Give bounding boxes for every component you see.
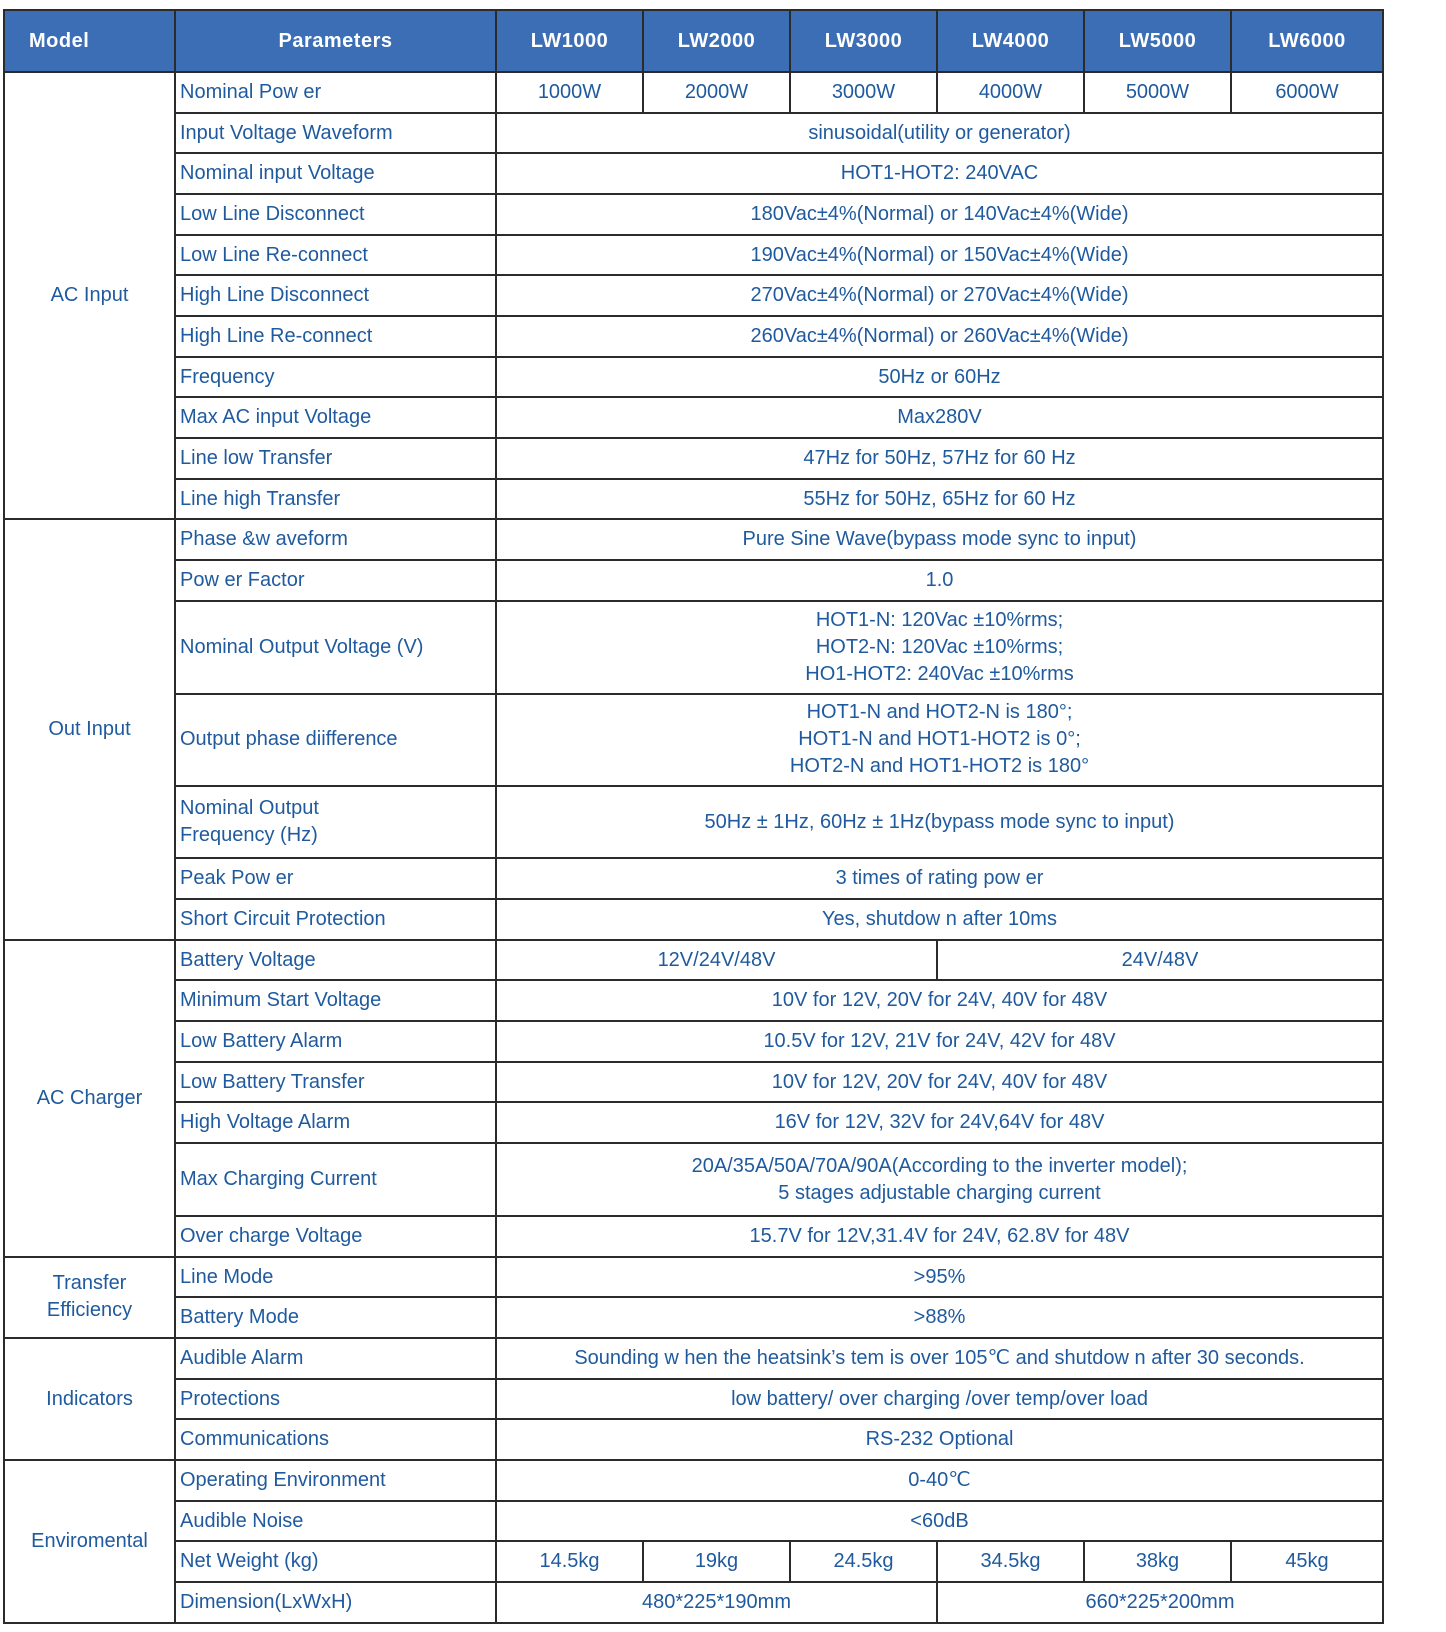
value-cell: 45kg: [1231, 1541, 1383, 1582]
header-model-lw2000: LW2000: [643, 10, 790, 72]
table-row: [4, 1297, 1383, 1338]
param-label: Nominal input Voltage: [175, 153, 496, 194]
value-cell: 38kg: [1084, 1541, 1231, 1582]
value-cell: 2000W: [643, 72, 790, 113]
param-label: Phase &w aveform: [175, 519, 496, 560]
table-row: [4, 153, 1383, 194]
group-line: Transfer: [52, 1272, 127, 1295]
table-row: [4, 899, 1383, 940]
param-label: Line Mode: [175, 1257, 496, 1298]
value-cell: 10V for 12V, 20V for 24V, 40V for 48V: [496, 980, 1383, 1021]
label-line: Frequency (Hz): [180, 824, 318, 847]
value-cell: 660*225*200mm: [937, 1582, 1383, 1623]
value-line: HOT1-N: 120Vac ±10%rms;: [815, 608, 1064, 631]
param-label: Battery Voltage: [175, 940, 496, 981]
group-environmental: Enviromental: [4, 1460, 175, 1623]
value-cell: 1000W: [496, 72, 643, 113]
table-row: [4, 72, 1383, 113]
value-cell: 190Vac±4%(Normal) or 150Vac±4%(Wide): [496, 235, 1383, 276]
table-row: [4, 479, 1383, 520]
param-label: [175, 786, 496, 858]
group-ac-charger: AC Charger: [4, 940, 175, 1257]
group-indicators: Indicators: [4, 1338, 175, 1460]
value-line: 20A/35A/50A/70A/90A(According to the inverter model);: [691, 1154, 1188, 1177]
value-cell: 15.7V for 12V,31.4V for 24V, 62.8V for 48V: [496, 1216, 1383, 1257]
param-label: Dimension(LxWxH): [175, 1582, 496, 1623]
param-label: Input Voltage Waveform: [175, 113, 496, 154]
group-out-input: Out Input: [4, 519, 175, 939]
value-cell: 3 times of rating pow er: [496, 858, 1383, 899]
value-cell: 34.5kg: [937, 1541, 1084, 1582]
header-model-lw3000: LW3000: [790, 10, 937, 72]
value-line: HOT2-N and HOT1-HOT2 is 180°: [789, 755, 1090, 778]
value-cell: 24.5kg: [790, 1541, 937, 1582]
table-row: [4, 1501, 1383, 1542]
param-label: Short Circuit Protection: [175, 899, 496, 940]
param-label: Communications: [175, 1419, 496, 1460]
value-cell: HOT1-HOT2: 240VAC: [496, 153, 1383, 194]
param-label: Nominal Output Voltage (V): [175, 601, 496, 694]
table-row: [4, 1102, 1383, 1143]
param-label: Net Weight (kg): [175, 1541, 496, 1582]
header-parameters: Parameters: [175, 10, 496, 72]
group-ac-input: AC Input: [4, 72, 175, 519]
table-row: [4, 1419, 1383, 1460]
table-row: [4, 1541, 1383, 1582]
table-row: [4, 858, 1383, 899]
param-label: Line high Transfer: [175, 479, 496, 520]
param-label: Audible Alarm: [175, 1338, 496, 1379]
value-cell: Max280V: [496, 397, 1383, 438]
table-row: [4, 357, 1383, 398]
param-label: Max Charging Current: [175, 1143, 496, 1216]
header-model-lw4000: LW4000: [937, 10, 1084, 72]
value-cell: [496, 694, 1383, 787]
table-row: [4, 1021, 1383, 1062]
param-label: Battery Mode: [175, 1297, 496, 1338]
table-row: [4, 1216, 1383, 1257]
value-cell: 24V/48V: [937, 940, 1383, 981]
value-line: HOT1-N and HOT1-HOT2 is 0°;: [798, 728, 1081, 751]
value-cell: Sounding w hen the heatsink’s tem is over 105℃ and shutdow n after 30 seconds.: [496, 1338, 1383, 1379]
value-cell: sinusoidal(utility or generator): [496, 113, 1383, 154]
value-cell: 10.5V for 12V, 21V for 24V, 42V for 48V: [496, 1021, 1383, 1062]
table-row: [4, 519, 1383, 560]
param-label: Audible Noise: [175, 1501, 496, 1542]
group-line: Efficiency: [46, 1299, 133, 1322]
param-label: Nominal Pow er: [175, 72, 496, 113]
value-cell: low battery/ over charging /over temp/over load: [496, 1379, 1383, 1420]
value-cell: [496, 1143, 1383, 1216]
param-label: Low Battery Alarm: [175, 1021, 496, 1062]
table-row: [4, 1460, 1383, 1501]
value-line: HO1-HOT2: 240Vac ±10%rms: [805, 662, 1074, 685]
header-model: Model: [4, 10, 175, 72]
table-row: [4, 397, 1383, 438]
table-row: [4, 1338, 1383, 1379]
value-cell: 260Vac±4%(Normal) or 260Vac±4%(Wide): [496, 316, 1383, 357]
param-label: Pow er Factor: [175, 560, 496, 601]
value-cell: 19kg: [643, 1541, 790, 1582]
value-cell: >88%: [496, 1297, 1383, 1338]
spec-table: [3, 9, 1384, 1624]
value-cell: 5000W: [1084, 72, 1231, 113]
param-label: Low Battery Transfer: [175, 1062, 496, 1103]
value-cell: 14.5kg: [496, 1541, 643, 1582]
value-line: HOT1-N and HOT2-N is 180°;: [806, 701, 1073, 724]
header-model-lw5000: LW5000: [1084, 10, 1231, 72]
value-cell: 10V for 12V, 20V for 24V, 40V for 48V: [496, 1062, 1383, 1103]
value-cell: 1.0: [496, 560, 1383, 601]
table-row: [4, 1062, 1383, 1103]
header-model-lw1000: LW1000: [496, 10, 643, 72]
table-row: [4, 786, 1383, 858]
table-row: [4, 1379, 1383, 1420]
value-cell: 0-40℃: [496, 1460, 1383, 1501]
table-row: [4, 601, 1383, 694]
table-row: [4, 113, 1383, 154]
param-label: High Line Re-connect: [175, 316, 496, 357]
table-row: [4, 1582, 1383, 1623]
param-label: Output phase diifference: [175, 694, 496, 787]
value-cell: 47Hz for 50Hz, 57Hz for 60 Hz: [496, 438, 1383, 479]
table-row: [4, 980, 1383, 1021]
value-cell: 55Hz for 50Hz, 65Hz for 60 Hz: [496, 479, 1383, 520]
table-row: [4, 940, 1383, 981]
value-cell: 50Hz or 60Hz: [496, 357, 1383, 398]
param-label: High Voltage Alarm: [175, 1102, 496, 1143]
param-label: Minimum Start Voltage: [175, 980, 496, 1021]
param-label: Line low Transfer: [175, 438, 496, 479]
table-row: [4, 694, 1383, 787]
table-row: [4, 194, 1383, 235]
value-cell: 3000W: [790, 72, 937, 113]
value-cell: 6000W: [1231, 72, 1383, 113]
value-cell: 50Hz ± 1Hz, 60Hz ± 1Hz(bypass mode sync to input): [496, 786, 1383, 858]
table-row: [4, 235, 1383, 276]
value-cell: 180Vac±4%(Normal) or 140Vac±4%(Wide): [496, 194, 1383, 235]
value-cell: [496, 601, 1383, 694]
param-label: Frequency: [175, 357, 496, 398]
group-transfer-efficiency: [4, 1257, 175, 1338]
value-cell: Yes, shutdow n after 10ms: [496, 899, 1383, 940]
param-label: Low Line Re-connect: [175, 235, 496, 276]
table-row: [4, 316, 1383, 357]
table-row: [4, 1257, 1383, 1298]
header-row: [4, 10, 1383, 72]
param-label: Low Line Disconnect: [175, 194, 496, 235]
value-cell: 16V for 12V, 32V for 24V,64V for 48V: [496, 1102, 1383, 1143]
value-cell: 480*225*190mm: [496, 1582, 937, 1623]
param-label: Max AC input Voltage: [175, 397, 496, 438]
param-label: Peak Pow er: [175, 858, 496, 899]
value-cell: >95%: [496, 1257, 1383, 1298]
param-label: Protections: [175, 1379, 496, 1420]
value-cell: 4000W: [937, 72, 1084, 113]
table-row: [4, 560, 1383, 601]
label-line: Nominal Output: [180, 797, 319, 820]
param-label: Over charge Voltage: [175, 1216, 496, 1257]
header-model-lw6000: LW6000: [1231, 10, 1383, 72]
value-cell: 12V/24V/48V: [496, 940, 937, 981]
param-label: Operating Environment: [175, 1460, 496, 1501]
table-row: [4, 1143, 1383, 1216]
value-cell: <60dB: [496, 1501, 1383, 1542]
table-row: [4, 275, 1383, 316]
value-line: 5 stages adjustable charging current: [778, 1181, 1101, 1204]
value-cell: RS-232 Optional: [496, 1419, 1383, 1460]
value-cell: 270Vac±4%(Normal) or 270Vac±4%(Wide): [496, 275, 1383, 316]
value-line: HOT2-N: 120Vac ±10%rms;: [815, 635, 1064, 658]
table-row: [4, 438, 1383, 479]
value-cell: Pure Sine Wave(bypass mode sync to input): [496, 519, 1383, 560]
param-label: High Line Disconnect: [175, 275, 496, 316]
